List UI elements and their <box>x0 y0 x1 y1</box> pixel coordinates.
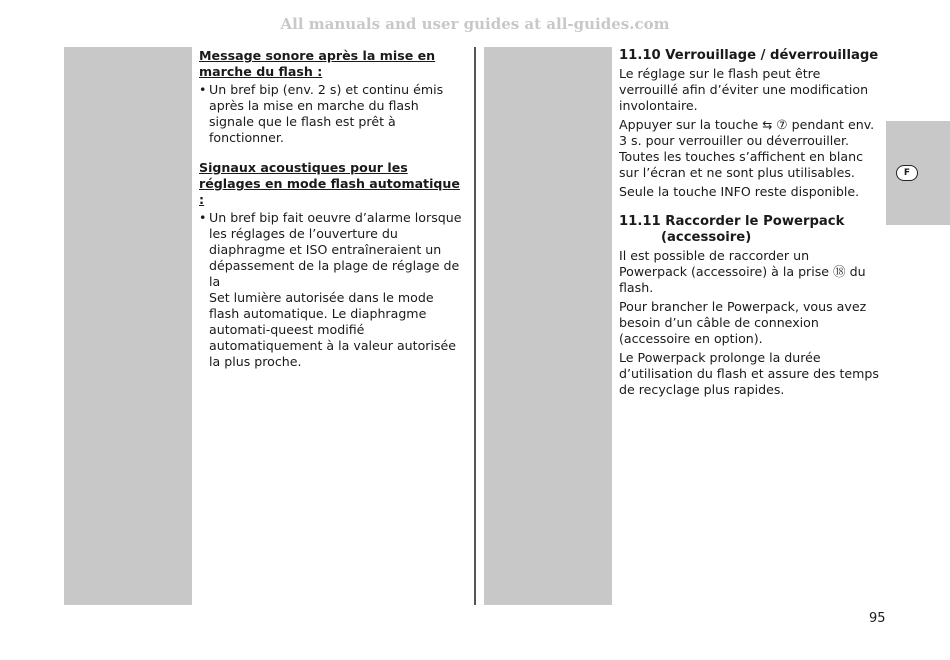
bullet-acoustic-signals-line2: Set lumière autorisée dans le mode flash automatique. Le diaphragme automati-queest modifié automatiquement à la valeur autorisée la plus proche. <box>209 290 457 369</box>
page-number: 95 <box>869 611 886 626</box>
watermark: All manuals and user guides at all-guides.com <box>280 15 670 33</box>
button-number-7: ⑦ <box>776 117 788 132</box>
para-11-10-text-b: pendant env. 3 s. pour verrouiller ou déverrouiller. Toutes les touches s’affichent en blanc sur l’écran et ne sont plus utilisables. <box>619 117 875 180</box>
spacer <box>199 146 465 159</box>
lock-toggle-icon: ⇆ <box>762 118 773 132</box>
para-11-10-instructions <box>619 117 881 181</box>
para-11-11-cable: Pour brancher le Powerpack, vous avez besoin d’un câble de connexion (accessoire en option). <box>619 299 867 346</box>
heading-11-10: 11.10 Verrouillage / déverrouillage <box>619 48 879 63</box>
section-title-acoustic-signals: Signaux acoustiques pour les réglages en mode flash automatique : <box>199 160 460 207</box>
para-11-10-info: Seule la touche INFO reste disponible. <box>619 184 860 199</box>
para-11-11-benefit: Le Powerpack prolonge la durée d’utilisation du flash et assure des temps de recyclage plus rapides. <box>619 350 879 397</box>
para-11-10-intro: Le réglage sur le flash peut être verrouillé afin d’éviter une modification involontaire. <box>619 66 869 113</box>
bullet-acoustic-signals <box>199 210 465 370</box>
column-divider <box>474 47 476 605</box>
para-11-10-text-a: Appuyer sur la touche <box>619 117 759 132</box>
bullet-power-on-signal: • Un bref bip (env. 2 s) et continu émis après la mise en marche du flash signale que le flash est prêt à fonctionner. <box>199 82 465 146</box>
left-gray-margin <box>64 47 192 605</box>
right-column <box>619 48 881 398</box>
spacer <box>619 200 881 214</box>
language-tab-label: F <box>896 165 918 181</box>
left-column <box>199 48 465 370</box>
bullet-acoustic-signals-line1: • Un bref bip fait oeuvre d’alarme lorsque les réglages de l’ouverture du diaphragme et ISO entraîneraient un dépassement de la plage de réglage de la <box>209 210 462 289</box>
heading-11-11-line2: (accessoire) <box>661 230 752 245</box>
section-title-power-on-signal: Message sonore après la mise en marche du flash : <box>199 48 436 79</box>
middle-gray-margin <box>484 47 612 605</box>
heading-11-11-line1: 11.11 Raccorder le Powerpack <box>619 214 845 229</box>
para-11-11-intro: Il est possible de raccorder un Powerpack (accessoire) à la prise ⑱ du flash. <box>619 248 866 295</box>
